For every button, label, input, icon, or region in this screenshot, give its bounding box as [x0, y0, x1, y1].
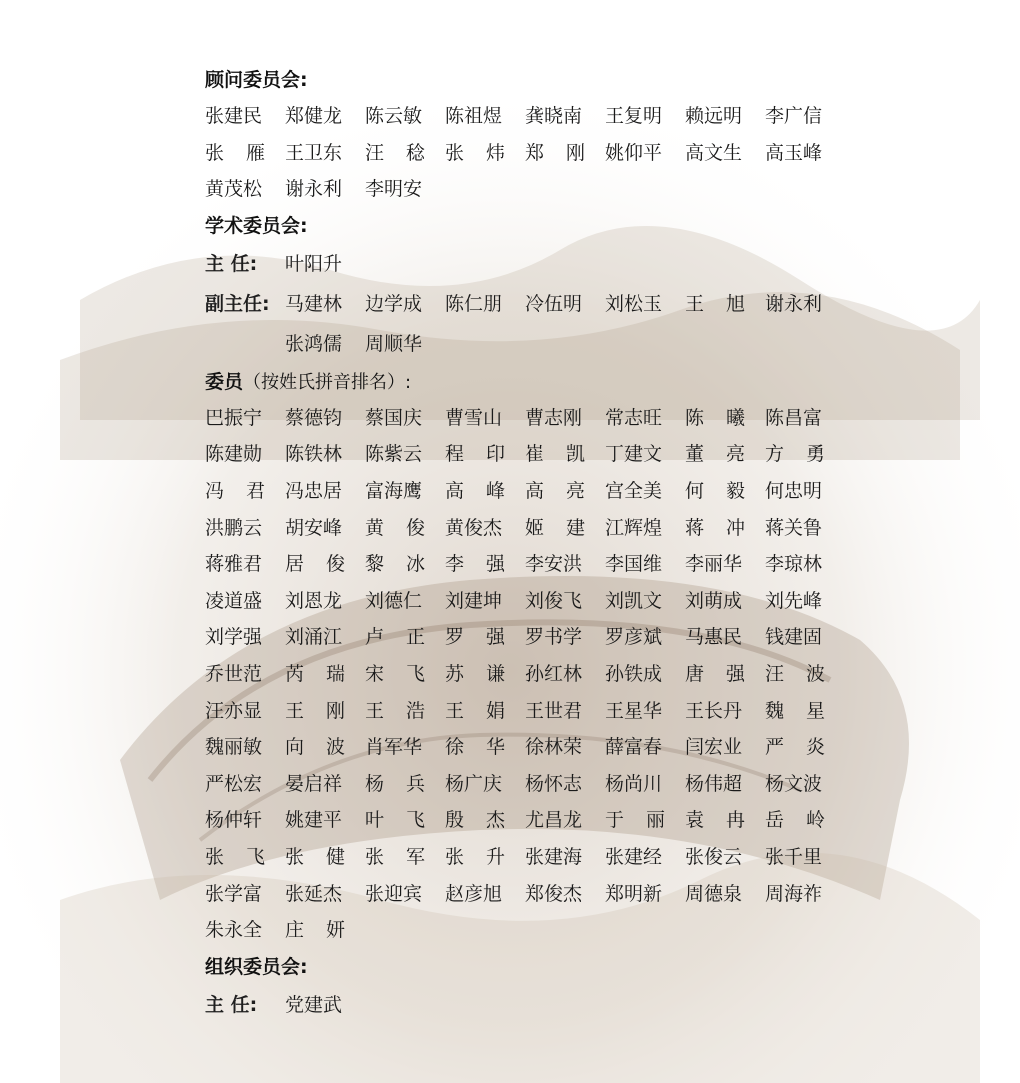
member-name: 张 炜: [445, 141, 505, 164]
chair-label: 主 任:: [205, 252, 258, 275]
member-name: 王 娟: [445, 699, 505, 722]
member-name: 张 飞: [205, 845, 265, 868]
member-name: 汪亦显: [205, 699, 263, 722]
member-name: 张建经: [605, 845, 663, 868]
member-name: 袁 冉: [685, 809, 745, 832]
member-name: 乔世范: [205, 662, 263, 685]
member-name: 周海祚: [765, 882, 823, 905]
organizing-chair-row: [205, 985, 845, 1025]
member-name: 王星华: [605, 699, 663, 722]
member-name: 张 升: [445, 845, 505, 868]
member-name: 边学成: [365, 292, 423, 315]
member-name: 王世君: [525, 699, 583, 722]
member-name: 陈建勋: [205, 443, 263, 466]
member-name: 马惠民: [685, 626, 743, 649]
member-name: 洪鹏云: [205, 516, 263, 539]
member-name: 杨怀志: [525, 772, 583, 795]
member-name: 魏 星: [765, 699, 825, 722]
academic-chair-names: [285, 244, 845, 284]
member-name: 程 印: [445, 443, 505, 466]
member-name: 刘先峰: [765, 589, 823, 612]
member-name: 宫全美: [605, 479, 663, 502]
member-name: 刘德仁: [365, 589, 423, 612]
member-name: 李广信: [765, 105, 823, 127]
member-name: 孙红林: [525, 662, 583, 685]
member-name: 杨文波: [765, 772, 823, 795]
member-name: 张俊云: [685, 845, 743, 868]
member-name: 居 俊: [285, 553, 345, 576]
member-name: 刘涌江: [285, 626, 343, 649]
member-name: 徐林荣: [525, 736, 583, 759]
member-name: 朱永全: [205, 919, 263, 942]
member-name: 殷 杰: [445, 809, 505, 832]
member-name: 周德泉: [685, 882, 743, 905]
member-name: 陈仁朋: [445, 292, 503, 315]
member-name: 刘恩龙: [285, 589, 343, 612]
member-name: 晏启祥: [285, 772, 343, 795]
member-name: 张学富: [205, 882, 263, 905]
member-name: 刘松玉: [605, 292, 663, 315]
member-name: 卢 正: [365, 626, 425, 649]
member-name: 王 旭: [685, 292, 745, 315]
member-name: 陈祖煜: [445, 105, 503, 127]
vice-chair-label: 副主任:: [205, 292, 270, 315]
member-name: 常志旺: [605, 406, 663, 429]
members-note: （按姓氏拼音排名）:: [243, 371, 412, 393]
member-name: 闫宏业: [685, 736, 743, 759]
member-name: 张 健: [285, 845, 345, 868]
member-name: 薛富春: [605, 736, 663, 759]
member-name: 钱建固: [765, 626, 823, 649]
member-name: 徐 华: [445, 736, 505, 759]
member-name: 魏丽敏: [205, 736, 263, 759]
member-name: 庄 妍: [285, 919, 345, 942]
member-name: 龚晓南: [525, 105, 583, 127]
member-name: 肖军华: [365, 736, 423, 759]
member-name: 尤昌龙: [525, 809, 583, 832]
member-name: 巴振宁: [205, 406, 263, 429]
member-name: 蒋 冲: [685, 516, 745, 539]
member-name: 汪 波: [765, 662, 825, 685]
member-name: 蒋雅君: [205, 553, 263, 576]
member-name: 曹雪山: [445, 406, 503, 429]
member-name: 丁建文: [605, 443, 663, 466]
member-name: 张迎宾: [365, 882, 423, 905]
member-name: 王复明: [605, 105, 663, 127]
committee-list: [205, 62, 845, 1025]
member-name: 张 雁: [205, 141, 265, 164]
member-name: 党建武: [285, 993, 343, 1016]
member-name: 汪 稔: [365, 141, 425, 164]
members-label: 委员: [205, 370, 244, 393]
member-name: 张建海: [525, 845, 583, 868]
member-name: 郑健龙: [285, 105, 343, 127]
member-name: 郑俊杰: [525, 882, 583, 905]
member-name: 杨仲轩: [205, 809, 263, 832]
member-name: 高玉峰: [765, 141, 823, 164]
member-name: 张千里: [765, 845, 823, 868]
member-name: 陈紫云: [365, 443, 423, 466]
advisory-member-grid: [205, 98, 845, 208]
member-name: 王卫东: [285, 141, 343, 164]
member-name: 冯 君: [205, 479, 265, 502]
member-name: 罗彦斌: [605, 626, 663, 649]
member-name: 姚建平: [285, 809, 343, 832]
member-name: 李琼林: [765, 553, 823, 576]
member-name: 于 丽: [605, 809, 665, 832]
member-name: 黄 俊: [365, 516, 425, 539]
member-name: 刘萌成: [685, 589, 743, 612]
member-name: 赖远明: [685, 105, 743, 127]
member-name: 谢永利: [765, 292, 823, 315]
member-name: 陈昌富: [765, 406, 823, 429]
member-name: 杨广庆: [445, 772, 503, 795]
member-name: 谢永利: [285, 178, 343, 201]
member-name: 姬 建: [525, 516, 585, 539]
member-name: 李安洪: [525, 553, 583, 576]
member-name: 郑明新: [605, 882, 663, 905]
member-name: 李明安: [365, 178, 423, 201]
member-name: 张 军: [365, 845, 425, 868]
member-name: 张鸿儒: [285, 332, 343, 355]
member-name: 严 炎: [765, 736, 825, 759]
member-name: 杨伟超: [685, 772, 743, 795]
organizing-chair-names: [285, 985, 845, 1025]
member-name: 张延杰: [285, 882, 343, 905]
member-name: 宋 飞: [365, 662, 425, 685]
academic-vice-chair-row: [205, 284, 845, 364]
member-name: 刘凯文: [605, 589, 663, 612]
member-name: 马建林: [285, 292, 343, 315]
member-name: 凌道盛: [205, 589, 263, 612]
organizing-chair-label: 主 任:: [205, 993, 258, 1016]
member-name: 陈铁林: [285, 443, 343, 466]
member-name: 罗书学: [525, 626, 583, 649]
member-name: 李 强: [445, 553, 505, 576]
member-name: 王长丹: [685, 699, 743, 722]
member-name: 向 波: [285, 736, 345, 759]
member-name: 唐 强: [685, 662, 745, 685]
member-name: 李国维: [605, 553, 663, 576]
academic-vice-chair-names: [285, 284, 845, 364]
member-name: 王 刚: [285, 699, 345, 722]
member-name: 郑 刚: [525, 141, 585, 164]
member-name: 黄茂松: [205, 178, 263, 201]
member-name: 刘学强: [205, 626, 263, 649]
member-name: 姚仰平: [605, 141, 663, 164]
member-name: 崔 凯: [525, 443, 585, 466]
member-name: 杨 兵: [365, 772, 425, 795]
member-name: 刘俊飞: [525, 589, 583, 612]
member-name: 王 浩: [365, 699, 425, 722]
academic-members-title: [205, 364, 845, 400]
member-name: 高文生: [685, 141, 743, 164]
member-name: 严松宏: [205, 772, 263, 795]
member-name: 蒋关鲁: [765, 516, 823, 539]
organizing-committee-title: 组织委员会:: [205, 955, 308, 978]
advisory-committee-title: 顾问委员会:: [205, 69, 308, 91]
academic-chair-row: [205, 244, 845, 284]
member-name: 方 勇: [765, 443, 825, 466]
member-name: 胡安峰: [285, 516, 343, 539]
member-name: 冯忠居: [285, 479, 343, 502]
academic-member-grid: [205, 400, 845, 949]
member-name: 蔡国庆: [365, 406, 423, 429]
member-name: 何忠明: [765, 479, 823, 502]
member-name: 岳 岭: [765, 809, 825, 832]
member-name: 罗 强: [445, 626, 505, 649]
member-name: 江辉煌: [605, 516, 663, 539]
member-name: 黎 冰: [365, 553, 425, 576]
member-name: 孙铁成: [605, 662, 663, 685]
member-name: 陈云敏: [365, 105, 423, 127]
member-name: 苏 谦: [445, 662, 505, 685]
member-name: 董 亮: [685, 443, 745, 466]
member-name: 富海鹰: [365, 479, 423, 502]
member-name: 赵彦旭: [445, 882, 503, 905]
member-name: 杨尚川: [605, 772, 663, 795]
member-name: 刘建坤: [445, 589, 503, 612]
member-name: 陈 曦: [685, 406, 745, 429]
member-name: 黄俊杰: [445, 516, 503, 539]
member-name: 高 亮: [525, 479, 585, 502]
member-name: 周顺华: [365, 332, 423, 355]
academic-committee-title: 学术委员会:: [205, 214, 308, 237]
member-name: 芮 瑞: [285, 662, 345, 685]
member-name: 叶 飞: [365, 809, 425, 832]
member-name: 蔡德钧: [285, 406, 343, 429]
member-name: 何 毅: [685, 479, 745, 502]
member-name: 高 峰: [445, 479, 505, 502]
member-name: 冷伍明: [525, 292, 583, 315]
member-name: 曹志刚: [525, 406, 583, 429]
member-name: 张建民: [205, 105, 263, 127]
member-name: 叶阳升: [285, 252, 343, 275]
member-name: 李丽华: [685, 553, 743, 576]
